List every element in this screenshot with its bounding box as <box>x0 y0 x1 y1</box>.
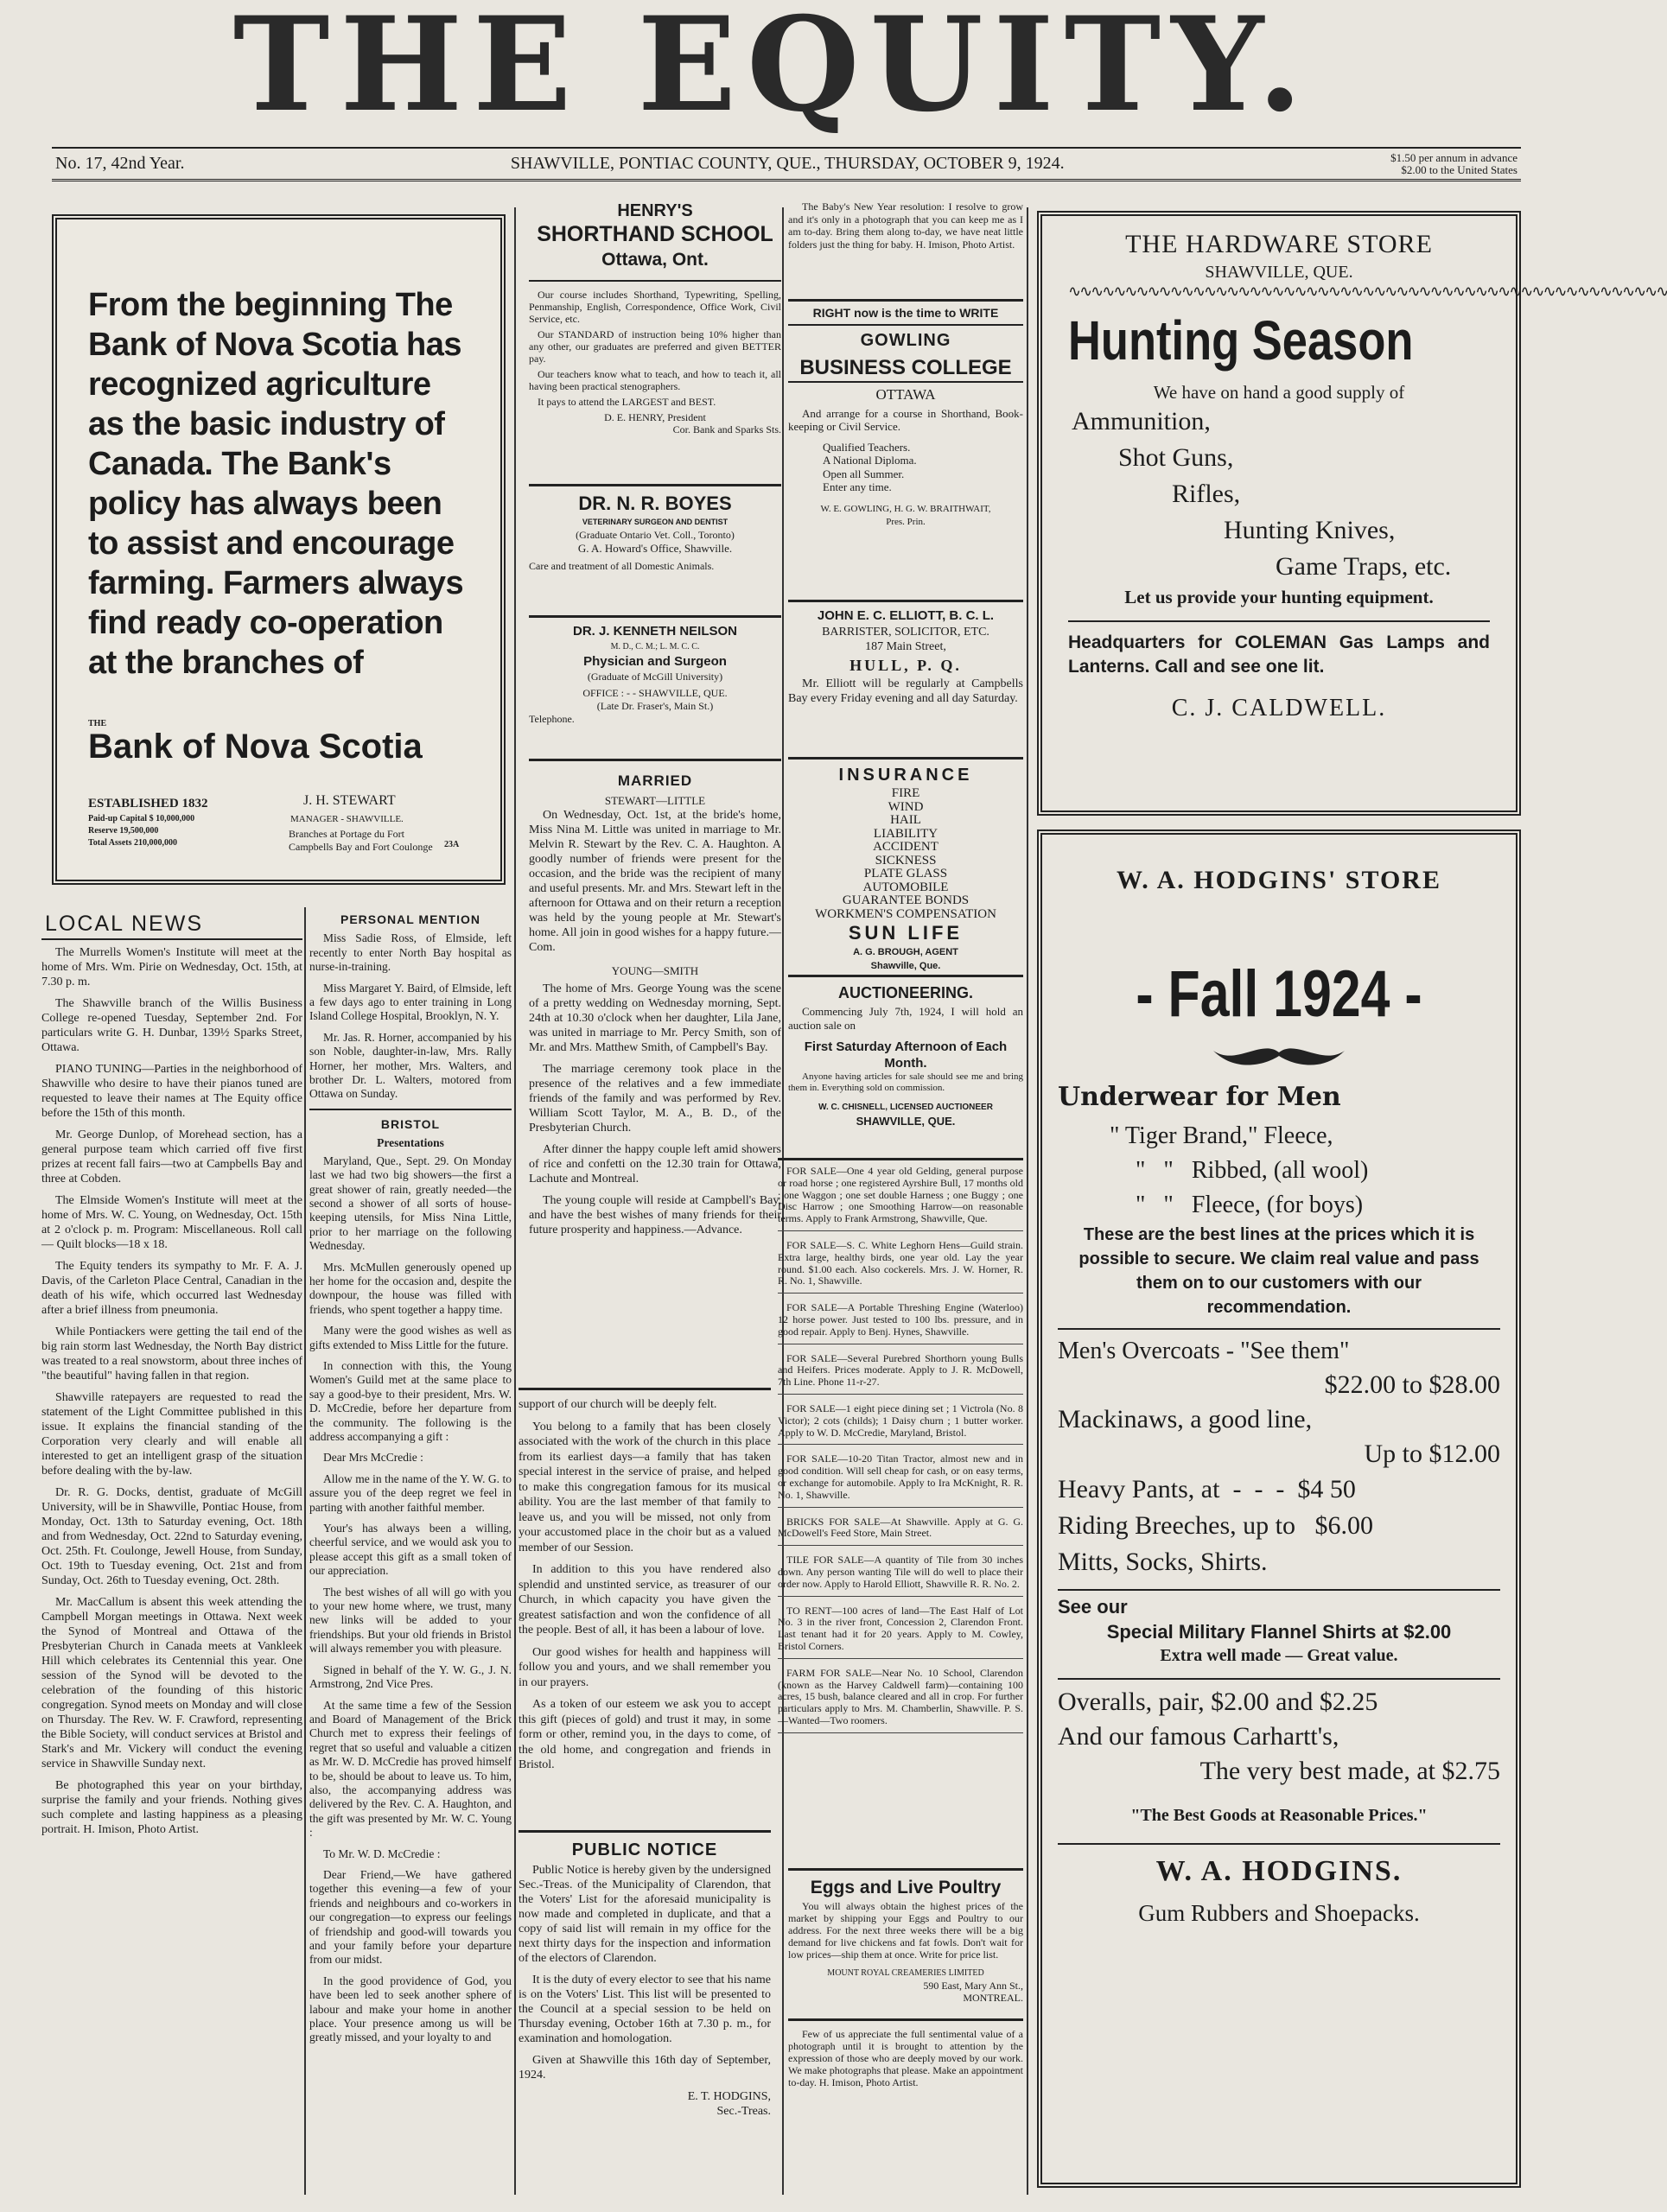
local-news-item: While Pontiackers were getting the tail end of the big rain storm last Wednesday, the North Bay district was treated to a real snowstorm, about three inches of "the beautiful" having fallen in that region. <box>41 1325 302 1382</box>
gowling-l3: Open all Summer. <box>823 467 905 480</box>
hardware-item-5: Game Traps, etc. <box>1276 552 1452 581</box>
hardware-outro: Let us provide your hunting equipment. <box>1124 587 1434 607</box>
carhartt: And our famous Carhartt's, <box>1058 1722 1339 1751</box>
auction-heading: AUCTIONEERING. <box>837 984 973 1001</box>
boyes-care: Care and treatment of all Domestic Animals. <box>529 560 715 572</box>
neilson-grad: (Graduate of McGill University) <box>587 671 723 683</box>
insurance-line: GUARANTEE BONDS <box>842 893 970 907</box>
divider <box>529 280 781 282</box>
issue-number: No. 17, 42nd Year. <box>55 154 185 173</box>
eggs-city: MONTREAL. <box>963 1992 1023 2004</box>
hodgins-sig: W. A. HODGINS. <box>1155 1855 1403 1887</box>
insurance-agent: A. G. BROUGH, AGENT <box>853 947 958 957</box>
local-news-item: Mr. George Dunlop, of Morehead section, has a general purpose team which carried off five first prizes at recent fall fairs—two at Campbells Bay and three at Cobden. <box>41 1128 302 1185</box>
bank-branches: Branches at Portage du Fort Campbells Bay and Fort Coulonge <box>289 828 433 853</box>
underwear-line-3: " " Fleece, (for boys) <box>1136 1192 1364 1218</box>
mitts: Mitts, Socks, Shirts. <box>1058 1548 1268 1576</box>
bank-reserve: Reserve 19,500,000 <box>88 826 159 836</box>
classified-ad: FARM FOR SALE—Near No. 10 School, Clarendon (known as the Harvey Caldwell farm)—containing 100 acres, 15 bush, balance cleared and all in crop. For further particulars apply to Mrs. M. Chamberlin, Shawville. P. S.—Wanted—Two roomers. <box>778 1668 1023 1733</box>
gowling-right: RIGHT now is the time to WRITE <box>788 307 1023 326</box>
underwear-body: These are the best lines at the prices which it is possible to secure. We claim real value and pass them on to our customers with our recommendation. <box>1078 1225 1479 1317</box>
underwear-line-1: " Tiger Brand," Fleece, <box>1110 1122 1333 1149</box>
local-news-item: The Elmside Women's Institute will meet at the home of Mrs. W. C. Young, on Wednesday, Oct. 15th at 2 o'clock p. m. Program: Miscellaneous. Roll call — Quilt blocks—18 x 18. <box>41 1194 302 1251</box>
photo-p1: Few of us appreciate the full sentimental value of a photograph until it is brought to attention by the expression of those who are deeply moved by our work. We make photographs that please. Make an appointment to-day. H. Imison, Photo Artist. <box>788 2028 1023 2088</box>
mustache-ornament-icon <box>1058 1033 1500 1068</box>
married-p3: The marriage ceremony took place in the presence of the relatives and a few immediate friends of the family and was performed by Rev. William Scott Taylor, M. A., B. D., of the Presbyterian Church. <box>529 1063 781 1135</box>
mackinaws-price: Up to $12.00 <box>1364 1440 1500 1468</box>
classified-ad: FOR SALE—S. C. White Leghorn Hens—Guild strain. Extra large, healthy birds, one year old. Lay the year round. $1.00 each. Also cockerels. Mrs. J. W. Horner, R. R. No. 1, Shawville. <box>778 1240 1023 1294</box>
neilson-late: (Late Dr. Fraser's, Main St.) <box>596 700 714 712</box>
henry-addr: Cor. Bank and Sparks Sts. <box>672 423 781 435</box>
bristol-item: Signed in behalf of the Y. W. G., J. N. Armstrong, 2nd Vice Pres. <box>309 1662 512 1691</box>
local-news-heading: LOCAL NEWS <box>41 909 302 940</box>
insurance-line: ACCIDENT <box>873 840 938 854</box>
elliott-city: HULL, P. Q. <box>849 657 962 674</box>
bristol-item: The best wishes of all will go with you to your new home where, we trust, many new links will be added to your friendships. But your old friends in Bristol will always remember you with pleasure. <box>309 1585 512 1656</box>
married-p5: The young couple will reside at Campbell's Bay, and have the best wishes of many friends for their future prosperity and happiness.—Advance. <box>529 1194 781 1236</box>
newspaper-title: THE EQUITY. <box>232 0 1314 141</box>
married-p2: The home of Mrs. George Young was the scene of a pretty wedding on Wednesday morning, Sept. 24th at 10.30 o'clock when her daughter, Lila Jane, was united in marriage to Mr. Percy Smith, son of Mr. and Mrs. Matthew Smith, of Campbell's Bay. <box>529 982 781 1054</box>
column-rule <box>304 907 306 2195</box>
married-p4: After dinner the happy couple left amid showers of rice and confetti on the 12.30 train for Ottawa, Lachute and Montreal. <box>529 1143 781 1185</box>
bank-manager: J. H. STEWART <box>303 793 396 808</box>
bristol-item: In the good providence of God, you have been led to seek another sphere of labour and make your home in another place. Your presence among us will be greatly missed, and your loyalty to and <box>309 1974 512 2044</box>
elliott-name: JOHN E. C. ELLIOTT, B. C. L. <box>817 608 995 623</box>
eggs-ad <box>788 1868 1023 2015</box>
gowling-p1: And arrange for a course in Shorthand, Book-keeping or Civil Service. <box>788 406 1023 433</box>
newyear-note <box>788 200 1023 296</box>
gowling-name: GOWLING <box>860 330 951 350</box>
auction-sig: W. C. CHISNELL, LICENSED AUCTIONEER <box>818 1103 993 1112</box>
notice-sig2: Sec.-Treas. <box>716 2105 771 2118</box>
hodgins-headline: - Fall 1924 - <box>1136 957 1422 1031</box>
personal-item: Miss Margaret Y. Baird, of Elmside, left a few days ago to enter training in Long Island College Hospital, Brooklyn, N. Y. <box>309 981 512 1023</box>
carhartt-2: The very best made, at $2.75 <box>1199 1757 1500 1785</box>
bristol-item: In connection with this, the Young Women's Guild met at the same place to say a good-bye to their president, Mrs. W. D. McCredie, before her departure from the community. The following is the address accompanying a gift : <box>309 1358 512 1443</box>
classified-ad: FOR SALE—1 eight piece dining set ; 1 Victrola (No. 8 Victor); 2 cots (childs); 1 Daisy churn ; 1 butter worker. Apply to W. D. McCredie, Maryland, Bristol. <box>778 1403 1023 1445</box>
bank-name: Bank of Nova Scotia <box>88 728 423 766</box>
bank-ad-headline: From the beginning The Bank of Nova Scotia has recognized agriculture as the basic industry of Canada. The Bank's policy has always been to assist and encourage farming. Farmers always find ready co-operation at the branches of <box>88 287 464 681</box>
church-p2: You belong to a family that has been closely associated with the work of the church in this place from its earliest days—a family that has taken special interest in the service of praise, and helped to make this congregation famous for its musical ability. You are the last member of that family to leave us, and you will be missed, not only from your accustomed place in the choir but as a valued member of our Session. <box>519 1420 771 1554</box>
henry-p2: Our STANDARD of instruction being 10% higher than any other, our graduates are preferred and given BETTER pay. <box>529 328 781 365</box>
hodgins-ad <box>1037 830 1521 2188</box>
boyes-name: DR. N. R. BOYES <box>578 493 732 514</box>
neilson-tel: Telephone. <box>529 713 575 725</box>
elliott-p1: Mr. Elliott will be regularly at Campbells Bay every Friday evening and all day Saturday. <box>788 677 1023 705</box>
bristol-item: To Mr. W. D. McCredie : <box>323 1847 441 1860</box>
hardware-headline: Hunting Season <box>1068 309 1414 372</box>
henry-p4: It pays to attend the LARGEST and BEST. <box>538 396 716 408</box>
local-news-items <box>41 945 302 1837</box>
hardware-store: THE HARDWARE STORE <box>1125 230 1433 258</box>
hardware-item-3: Rifles, <box>1172 480 1241 508</box>
elliott-card <box>788 600 1023 755</box>
henry-ad <box>529 200 781 482</box>
boyes-title: VETERINARY SURGEON AND DENTIST <box>582 518 729 526</box>
see-our: See our <box>1058 1596 1128 1618</box>
neilson-name: DR. J. KENNETH NEILSON <box>572 624 738 639</box>
neilson-card <box>529 615 781 753</box>
auction-ad <box>788 975 1023 1156</box>
church-p3: In addition to this you have rendered also splendid and unstinted service, as treasurer of our Church, in which capacity you have given the greatest satisfaction and won the confidence of all the people. Best of all, it has been a labour of love. <box>519 1563 771 1637</box>
subscription-rates: $1.50 per annum in advance $2.00 to the United States <box>1390 150 1517 176</box>
bristol-item: Your's has always been a willing, cheerful service, and we would ask you to please accept this gift as a small token of our appreciation. <box>309 1522 512 1578</box>
neilson-title: Physician and Surgeon <box>583 654 727 669</box>
bristol-item: Dear Friend,—We have gathered together this evening—a few of your friends and neighbours and co-workers in our congregation—to express our feelings of friendship and good-will towards you and your family before your departure from our midst. <box>309 1867 512 1967</box>
underwear-line-2: " " Ribbed, (all wool) <box>1136 1157 1369 1184</box>
boyes-office: G. A. Howard's Office, Shawville. <box>577 542 733 555</box>
overcoats: Men's Overcoats - "See them" <box>1058 1338 1350 1364</box>
local-news-item: The Equity tenders its sympathy to Mr. F. A. J. Davis, of the Carleton Place Central, Canadian in the death of his wife, which occurred last Wednesday after a brief illness from pneumonia. <box>41 1260 302 1317</box>
overcoats-price: $22.00 to $28.00 <box>1324 1370 1500 1399</box>
gowling-sig2: Pres. Prin. <box>886 517 926 527</box>
local-news-item: The Murrells Women's Institute will meet at the home of Mrs. Wm. Pirie on Wednesday, Oct. 15th, at 7.30 p. m. <box>41 946 302 988</box>
column-rule <box>1027 207 1028 2195</box>
gowling-ad <box>788 299 1023 598</box>
local-news-item: Shawville ratepayers are requested to read the statement of the Light Committee published in this issue. It explains the financial standing of the Corporation very clearly and will enable all interested to get an intelligent grasp of the situation before dealing with the by-law. <box>41 1391 302 1478</box>
insurance-lines <box>788 787 1023 921</box>
personal-column <box>309 909 512 2188</box>
married-column <box>529 759 781 1372</box>
bank-capital: Paid-up Capital $ 10,000,000 <box>88 814 195 823</box>
divider <box>1058 1843 1500 1845</box>
henry-sig: D. E. HENRY, President <box>604 411 706 423</box>
henry-p3: Our teachers know what to teach, and how to teach it, all having been practical stenographers. <box>529 368 781 392</box>
neilson-deg: M. D., C. M.; L. M. C. C. <box>610 642 700 652</box>
henry-city: Ottawa, Ont. <box>601 250 709 270</box>
insurance-ad <box>788 757 1023 973</box>
divider <box>309 1109 512 1110</box>
hodgins-store: W. A. HODGINS' STORE <box>1117 866 1441 894</box>
photo-note <box>788 2018 1023 2183</box>
elliott-title: BARRISTER, SOLICITOR, ETC. <box>822 626 989 639</box>
gowling-l2: A National Diploma. <box>823 454 917 467</box>
insurance-line: WORKMEN'S COMPENSATION <box>815 906 996 921</box>
classified-ad: TO RENT—100 acres of land—The East Half of Lot No. 3 in the river front, Concession 2, Clarendon Front. Last tenant had it for 20 years. Apply to M. Cowley, Bristol Corners. <box>778 1605 1023 1659</box>
flannel-shirts: Special Military Flannel Shirts at $2.00 <box>1106 1621 1452 1643</box>
henry-p1: Our course includes Shorthand, Typewriting, Spelling, Penmanship, English, Correspondence, Office Work, Civil Service, etc. <box>529 289 781 325</box>
masthead <box>0 0 1546 141</box>
bank-assets: Total Assets 210,000,000 <box>88 838 177 848</box>
bristol-item: Many were the good wishes as well as gifts extended to Miss Little for the future. <box>309 1324 512 1351</box>
underwear-heading: Underwear for Men <box>1058 1082 1341 1112</box>
hardware-item-2: Shot Guns, <box>1118 443 1234 472</box>
eggs-heading: Eggs and Live Poultry <box>810 1878 1002 1897</box>
notice-p2: It is the duty of every elector to see that his name is on the Voters' List. This list will be presented to the Council at a special session to be held on Thursday evening, October 16th at 7.30 p. m., for examination and homologation. <box>519 1974 771 2045</box>
mackinaws: Mackinaws, a good line, <box>1058 1405 1313 1433</box>
elliott-addr: 187 Main Street, <box>865 640 946 653</box>
eggs-sig: MOUNT ROYAL CREAMERIES LIMITED <box>827 1968 984 1978</box>
insurance-line: FIRE <box>891 786 920 800</box>
eggs-addr: 590 East, Mary Ann St., <box>923 1980 1023 1992</box>
local-news-item: The Shawville branch of the Willis Business College re-opened Tuesday, September 2nd. For particulars write G. H. Dunbar, 139½ Sparks Street, Ottawa. <box>41 997 302 1054</box>
hardware-intro: We have on hand a good supply of <box>1153 382 1405 403</box>
gum-rubbers: Gum Rubbers and Shoepacks. <box>1138 1900 1420 1926</box>
auction-city: SHAWVILLE, QUE. <box>856 1114 956 1128</box>
insurance-city: Shawville, Que. <box>870 961 941 971</box>
bank-the: THE <box>88 719 107 728</box>
notice-p1: Public Notice is hereby given by the undersigned Sec.-Treas. of the Municipality of Clarendon, that the Voters' List for the aforesaid municipality is now made and completed in duplicate, and that a copy of said list will remain in my office for the next thirty days for the inspection and information of the electors of Clarendon. <box>519 1864 771 1965</box>
bristol-item: At the same time a few of the Session and Board of Management of the Brick Church met to express their feelings of regret that so useful and valuable a citizen as Mr. W. D. McCredie has proved himself to be, should be about to leave us. To him, also, the accompanying address was delivered by the Rev. C. A. Haughton, and the gift was presented by Mr. W. C. Young : <box>309 1698 512 1840</box>
church-p4: Our good wishes for health and happiness will follow you and yours, and we shall remember you in our prayers. <box>519 1645 771 1689</box>
eggs-p1: You will always obtain the highest prices of the market by shipping your Eggs and Poultry to our address. For the next three weeks there will be a big demand for live chickens and fat fowls. Don't wait for low prices—ship them at once. Write for price list. <box>788 1900 1023 1961</box>
classifieds <box>778 1158 1023 1866</box>
hardware-item-1: Ammunition, <box>1072 407 1211 435</box>
newyear-p1: The Baby's New Year resolution: I resolve to grow and it's only in a photograph that you can keep me as I am to-day. Bring them along to-day, we have neat little folders just the thing for baby. H. Imison, Photo Artist. <box>788 200 1023 251</box>
auction-p2: Anyone having articles for sale should see me and bring them in. Everything sold on commission. <box>788 1071 1023 1093</box>
bank-code: 23A <box>444 840 460 849</box>
insurance-line: HAIL <box>890 813 921 827</box>
local-news-item: Mr. MacCallum is absent this week attending the Campbell Morgan meetings in Ottawa. Next week the Synod of Montreal and Ottawa of the Presbyterian Church in Canada meets at Vankleek Hill which celebrates its Centennial this year. One session of the Synod will be devoted to the celebration of the founding of this historic congregation. Synod meets on Monday and will close on Thursday. The Rev. W. F. Crawford, representing the Bible Society, will conduct services at Bristol and Stark's and Mr. Vickery will conduct the evening service in Shawville Sunday next. <box>41 1596 302 1770</box>
insurance-line: AUTOMOBILE <box>862 880 949 894</box>
divider <box>1058 1589 1500 1591</box>
public-notice <box>519 1830 771 2193</box>
henry-title1: HENRY'S <box>617 201 693 220</box>
divider <box>1058 1328 1500 1330</box>
notice-p3: Given at Shawville this 16th day of September, 1924. <box>519 2054 771 2082</box>
insurance-line: SICKNESS <box>875 853 937 868</box>
wave-ornament: ∿∿∿∿∿∿∿∿∿∿∿∿∿∿∿∿∿∿∿∿∿∿∿∿∿∿∿∿∿∿∿∿∿∿∿∿∿∿∿∿∿∿∿∿∿∿∿∿∿∿∿∿∿ <box>1068 283 1667 300</box>
hardware-item-4: Hunting Knives, <box>1224 516 1396 544</box>
insurance-line: WIND <box>888 799 924 814</box>
hodgins-motto: "The Best Goods at Reasonable Prices." <box>1130 1806 1428 1825</box>
church-p1: support of our church will be deeply felt. <box>519 1398 717 1411</box>
local-news-item: PIANO TUNING—Parties in the neighborhood of Shawville who desire to have their pianos tuned are requested to leave their names at The Equity office before the 15th of this month. <box>41 1063 302 1120</box>
classified-ad: FOR SALE—One 4 year old Gelding, general purpose or road horse ; one registered Ayrshire Bull, 17 months old ; one Waggon ; one set double Harness ; one Buggy ; one Disc Harrow ; one Smoothing Harrow—on reasonable terms. Apply to Frank Armstrong, Shawville, Que. <box>778 1166 1023 1231</box>
riding-breeches: Riding Breeches, up to $6.00 <box>1058 1511 1373 1540</box>
local-news-column <box>41 909 302 2188</box>
gowling-l4: Enter any time. <box>823 480 892 493</box>
local-news-item: Dr. R. G. Docks, dentist, graduate of McGill University, will be in Shawville, Pontiac House, from Monday, Oct. 13th to Saturday evening, Oct. 18th and from Wednesday, Oct. 22nd to Saturday evening, Oct. 25th. Ft. Coulonge, Jewell House, from Sunday, Oct. 19th to Tuesday evening, Oct. 21st and from Sunday, Oct. 26th to Tuesday evening, Oct. 28th. <box>41 1486 302 1587</box>
insurance-heading: INSURANCE <box>838 766 973 785</box>
personal-items <box>309 931 512 1101</box>
hardware-hq: Headquarters for COLEMAN Gas Lamps and Lanterns. Call and see one lit. <box>1068 632 1490 677</box>
personal-heading: PERSONAL MENTION <box>340 912 480 926</box>
dateline <box>52 147 1521 181</box>
bristol-sub: Presentations <box>377 1136 444 1150</box>
insurance-line: PLATE GLASS <box>863 867 948 880</box>
gowling-city: OTTAWA <box>788 381 1023 407</box>
bristol-item: Dear Mrs McCredie : <box>323 1451 423 1465</box>
boyes-card <box>529 484 781 613</box>
divider <box>1068 620 1490 622</box>
bristol-item: Maryland, Que., Sept. 29. On Monday last we had two big showers—the first a great shower of rain, greatly needed—the second a shower of all sorts of house-keeping utensils, for Miss Nina Little, prior to her marriage on the following Wednesday. <box>309 1154 512 1253</box>
divider <box>1058 1678 1500 1680</box>
bank-ad <box>52 214 506 885</box>
insurance-company: SUN LIFE <box>848 922 964 944</box>
church-address <box>519 1388 771 1872</box>
bristol-item: Allow me in the name of the Y. W. G. to assure you of the deep regret we feel in parting with another faithful member. <box>309 1471 512 1514</box>
boyes-grad: (Graduate Ontario Vet. Coll., Toronto) <box>576 529 735 541</box>
married-sub1: STEWART—LITTLE <box>604 794 706 807</box>
classified-ad: TILE FOR SALE—A quantity of Tile from 30 inches down. Any person wanting Tile will do well to place their order now. Apply to Harold Elliott, Shawville R. R. No. 2. <box>778 1554 1023 1596</box>
classified-ad: FOR SALE—10-20 Titan Tractor, almost new and in good condition. Will sell cheap for cash, or on easy terms, or exchange for automobile. Apply to Ira McKnight, R. R. No. 1, Shawville. <box>778 1453 1023 1507</box>
personal-item: Mr. Jas. R. Horner, accompanied by his son Noble, daughter-in-law, Mrs. Rally Horner, her mother, Mrs. Walters, and brother Dr. L. Walters, motored from Ottawa on Sunday. <box>309 1030 512 1101</box>
notice-heading: PUBLIC NOTICE <box>571 1840 718 1859</box>
gowling-l1: Qualified Teachers. <box>823 440 911 454</box>
auction-p1: Commencing July 7th, 1924, I will hold an auction sale on <box>788 1005 1023 1032</box>
married-heading: MARRIED <box>617 772 693 789</box>
hardware-sig: C. J. CALDWELL. <box>1171 695 1387 721</box>
neilson-office: OFFICE : - - SHAWVILLE, QUE. <box>582 687 728 699</box>
gowling-list <box>788 441 1023 494</box>
gowling-college: BUSINESS COLLEGE <box>799 355 1012 379</box>
church-p5: As a token of our esteem we ask you to accept this gift (pieces of gold) and trust it may, in some form or other, remind you, in the days to come, of the old home, and congregation and friends in Bristol. <box>519 1698 771 1771</box>
married-sub2: YOUNG—SMITH <box>611 964 699 977</box>
classified-ad: FOR SALE—Several Purebred Shorthorn young Bulls and Heifers. Prices moderate. Apply to J. R. McDowell, 7th Line. Phone 11-r-27. <box>778 1353 1023 1395</box>
bristol-item: Mrs. McMullen generously opened up her home for the occasion and, despite the downpour, the house was filled with friends, who spent together a happy time. <box>309 1260 512 1316</box>
place-date: SHAWVILLE, PONTIAC COUNTY, QUE., THURSDAY, OCTOBER 9, 1924. <box>510 154 1065 173</box>
bank-established: ESTABLISHED 1832 <box>88 797 208 810</box>
hardware-ad <box>1037 211 1667 816</box>
classified-ad: FOR SALE—A Portable Threshing Engine (Waterloo) 12 horse power. Just tested to 100 lbs. pressure, and in good repair. Apply to Benj. Hynes, Shawville. <box>778 1302 1023 1344</box>
heavy-pants: Heavy Pants, at - - - $4 50 <box>1058 1475 1356 1503</box>
insurance-line: LIABILITY <box>873 826 938 841</box>
overalls: Overalls, pair, $2.00 and $2.25 <box>1058 1688 1378 1716</box>
classified-ad: BRICKS FOR SALE—At Shawville. Apply at G. G. McDowell's Feed Store, Main Street. <box>778 1516 1023 1547</box>
personal-item: Miss Sadie Ross, of Elmside, left recently to enter North Bay hospital as nurse-in-training. <box>309 931 512 974</box>
bristol-heading: BRISTOL <box>380 1116 441 1131</box>
married-p1: On Wednesday, Oct. 1st, at the bride's home, Miss Nina M. Little was united in marriage to Mr. Melvin R. Stewart by the Rev. C. A. Haughton. A goodly number of friends were present for the occasion, and the bride was the recipient of many and useful presents. Mr. and Mrs. Stewart left in the afternoon for Ottawa and on their return a reception was held by the young people at Mr. Stewart's home. All join in good wishes for a happy future.—Com. <box>529 809 781 954</box>
gowling-sig: W. E. GOWLING, H. G. W. BRAITHWAIT, <box>820 503 991 514</box>
hardware-city: SHAWVILLE, QUE. <box>1205 263 1353 282</box>
extra-value: Extra well made — Great value. <box>1160 1646 1398 1665</box>
column-rule <box>514 207 516 2195</box>
notice-sig: E. T. HODGINS, <box>687 2090 771 2103</box>
henry-title2: SHORTHAND SCHOOL <box>537 222 773 246</box>
bank-manager-title: MANAGER - SHAWVILLE. <box>290 814 404 824</box>
auction-bold: First Saturday Afternoon of Each Month. <box>804 1039 1008 1071</box>
bristol-items <box>309 1154 512 2045</box>
local-news-item: Be photographed this year on your birthday, surprise the family and your friends. Nothing gives such complete and lasting happiness as a pleasing portrait. H. Imison, Photo Artist. <box>41 1779 302 1836</box>
